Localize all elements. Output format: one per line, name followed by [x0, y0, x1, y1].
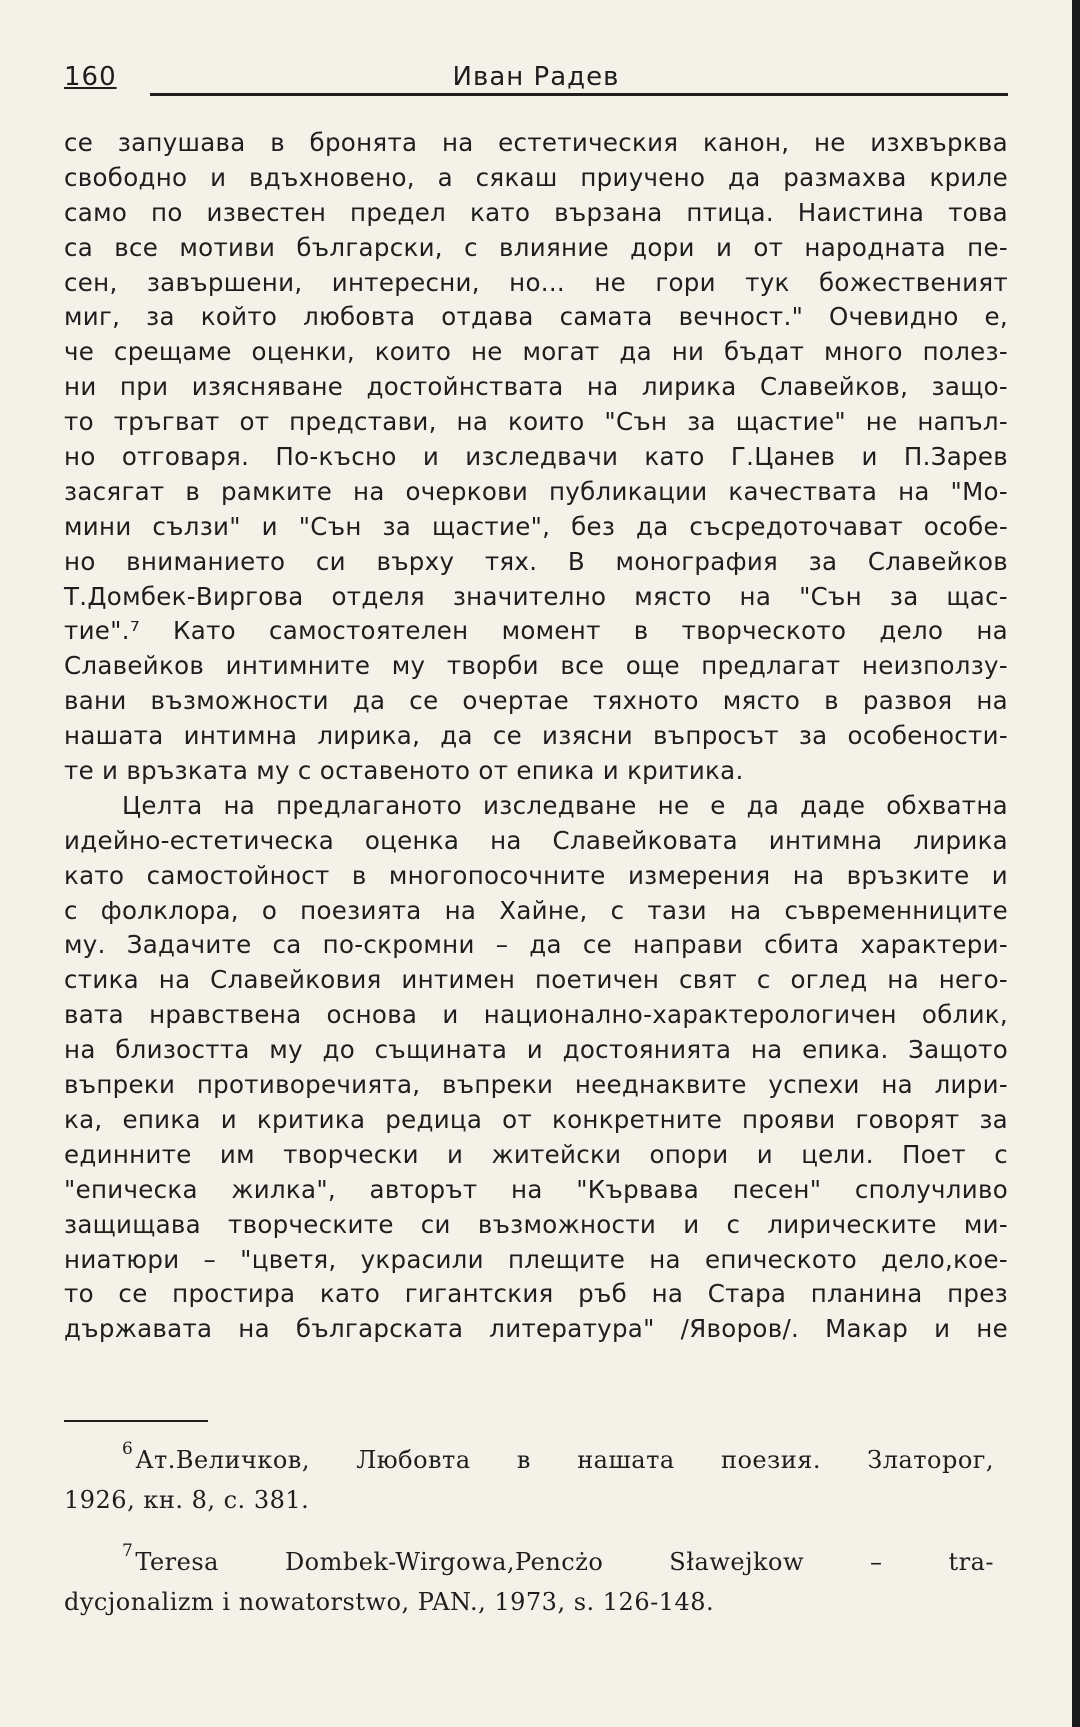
text-line: но вниманието си върху тях. В монография за Славейков	[64, 546, 1008, 576]
footnotes	[64, 1440, 994, 1622]
text-line: ни при изясняване достойнствата на лирика Славейков, защо-	[64, 372, 1008, 402]
header-rule	[150, 93, 1008, 96]
text-line: те и връзката му с оставеното от епика и критика.	[64, 756, 744, 786]
text-line: ка, епика и критика редица от конкретните прояви говорят за	[64, 1104, 1008, 1134]
text-line: тие".⁷ Като самостоятелен момент в творческото дело на	[64, 616, 1008, 646]
footnote-7-mark: 7	[122, 1541, 134, 1561]
text-line: са все мотиви български, с влияние дори и от народната пе-	[64, 232, 1008, 262]
text-line: въпреки противоречията, въпреки нееднаквите успехи на лири-	[64, 1070, 1008, 1100]
text-line: единните им творчески и житейски опори и цели. Поет с	[64, 1139, 1008, 1169]
text-line: мини сълзи" и "Сън за щастие", без да съсредоточават особе-	[64, 511, 1008, 541]
text-line: с фолклора, о поезията на Хайне, с тази на съвременниците	[64, 895, 1008, 925]
text-line: държавата на българската литература" /Яворов/. Макар и не	[64, 1314, 1008, 1344]
footnote-7-line	[64, 1542, 994, 1582]
text-line: ниатюри – "цветя, украсили плещите на епическото дело,кое-	[64, 1244, 1008, 1274]
text-line: то тръгват от представи, на които "Сън за щастие" не напъл-	[64, 407, 1008, 437]
text-line: то се простира като гигантския ръб на Стара планина през	[64, 1279, 1008, 1309]
running-title: Иван Радев	[452, 62, 620, 92]
text-line: "епическа жилка", авторът на "Кървава песен" сполучливо	[64, 1174, 1008, 1204]
text-line: сен, завършени, интересни, но... не гори тук божественият	[64, 267, 1008, 297]
text-line: само по известен предел като вързана птица. Наистина това	[64, 197, 1008, 227]
text-line: засягат в рамките на очеркови публикации качествата на "Мо-	[64, 476, 1008, 506]
text-line: Славейков интимните му творби все още предлагат неизползу-	[64, 651, 1008, 681]
footnote-7-continuation: dycjonalizm i nowatorstwo, PAN., 1973, s. 126-148.	[64, 1588, 715, 1616]
text-line: стика на Славейковия интимен поетичен свят с оглед на него-	[64, 965, 1008, 995]
text-line: миг, за който любовта отдава самата вечност." Очевидно е,	[64, 302, 1008, 332]
footnote-6-mark: 6	[122, 1439, 134, 1459]
page-header	[64, 58, 1008, 96]
text-line-paragraph-start: Целта на предлаганото изследване не е да даде обхватна	[122, 790, 1008, 820]
footnote-6-continuation: 1926, кн. 8, с. 381.	[64, 1486, 310, 1514]
body-text	[64, 126, 1008, 1347]
text-line: че срещаме оценки, които не могат да ни бъдат много полез-	[64, 337, 1008, 367]
footnote-7-text: Teresa Dombek-Wirgowa,Pencżo Sławejkow – tra-	[135, 1548, 994, 1576]
text-line: Т.Домбек-Виргова отделя значително място на "Сън за щас-	[64, 581, 1008, 611]
text-line: вата нравствена основа и национално-характерологичен облик,	[64, 1000, 1008, 1030]
text-line: защищава творческите си възможности и с лирическите ми-	[64, 1209, 1008, 1239]
footnote-6-line	[64, 1440, 994, 1480]
text-line: на близостта му до същината и достоянията на епика. Защото	[64, 1035, 1008, 1065]
page-edge-shadow	[1072, 0, 1080, 1727]
footnote-rule	[64, 1420, 208, 1422]
text-line: като самостойност в многопосочните измерения на връзките и	[64, 860, 1008, 890]
text-line: но отговаря. По-късно и изследвачи като Г.Цанев и П.Зарев	[64, 442, 1008, 472]
page-number: 160	[64, 62, 117, 92]
text-line: се запушава в бронята на естетическия канон, не изхвърква	[64, 128, 1008, 157]
text-line: вани възможности да се очертае тяхното място в развоя на	[64, 686, 1008, 716]
footnote-6-text: Ат.Величков, Любовта в нашата поезия. Златорог,	[135, 1446, 994, 1474]
text-line: свободно и вдъхновено, а сякаш приучено да размахва криле	[64, 162, 1008, 192]
text-line: идейно-естетическа оценка на Славейковата интимна лирика	[64, 825, 1008, 855]
text-line: му. Задачите са по-скромни – да се направи сбита характери-	[64, 930, 1008, 960]
text-line: нашата интимна лирика, да се изясни въпросът за особености-	[64, 721, 1008, 751]
